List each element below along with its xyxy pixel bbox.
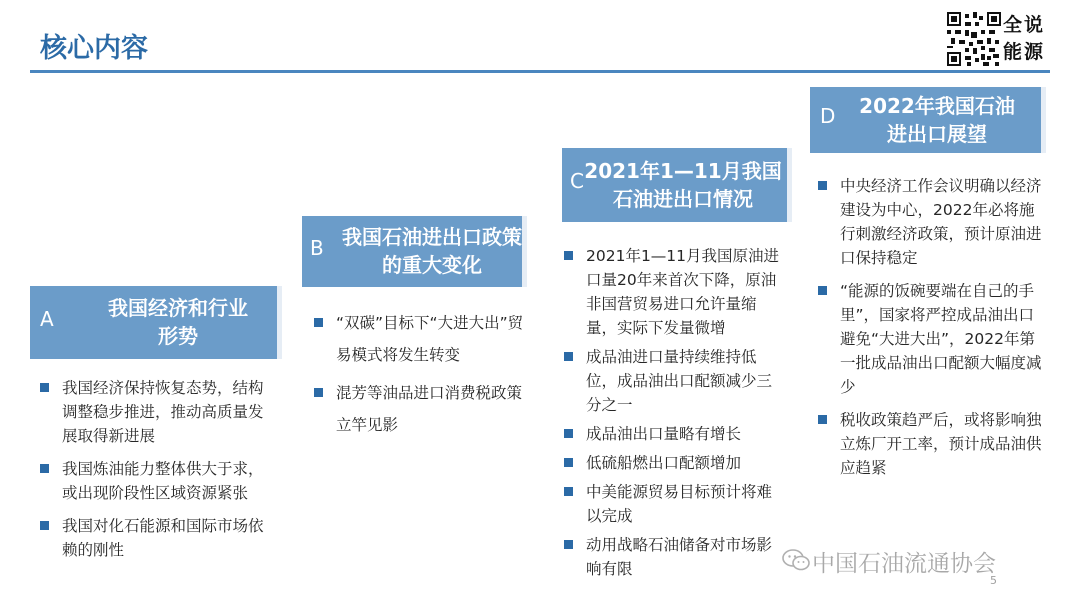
section-d-title: 2022年我国石油进出口展望 xyxy=(859,94,1015,146)
section-b-header xyxy=(302,216,527,287)
page-title: 核心内容 xyxy=(40,33,148,64)
page-number: 5 xyxy=(990,574,997,587)
list-item: 成品油进口量持续维持低位，成品油出口配额减少三分之一 xyxy=(564,345,786,417)
list-item: 成品油出口量略有增长 xyxy=(564,422,786,446)
section-d-letter: D xyxy=(820,104,836,128)
section-c-list xyxy=(564,244,786,586)
list-item: 我国炼油能力整体供大于求，或出现阶段性区域资源紧张 xyxy=(40,457,275,505)
title-divider xyxy=(30,70,1050,73)
section-b-edge xyxy=(522,216,527,287)
section-b-title: 我国石油进出口政策的重大变化 xyxy=(342,225,522,277)
list-item: 中央经济工作会议明确以经济建设为中心，2022年必将施行刺激经济政策，预计原油进口保持稳定 xyxy=(818,174,1046,270)
section-b-letter: B xyxy=(310,236,324,260)
list-item: “能源的饭碗要端在自己的手里”，国家将严控成品油出口避免“大进大出”，2022年第一批成品油出口配额大幅度减少 xyxy=(818,279,1046,399)
section-c-header xyxy=(562,148,792,222)
section-a-title: 我国经济和行业形势 xyxy=(108,296,248,348)
section-c-edge xyxy=(787,148,792,222)
section-a-edge xyxy=(277,286,282,359)
watermark-text: 中国石油流通协会 xyxy=(812,551,996,577)
section-a-list xyxy=(40,376,275,571)
list-item: 我国经济保持恢复态势，结构调整稳步推进，推动高质量发展取得新进展 xyxy=(40,376,275,448)
logo xyxy=(947,12,1047,68)
list-item: “双碳”目标下“大进大出”贸易模式将发生转变 xyxy=(314,307,532,371)
section-c-letter: C xyxy=(570,169,584,193)
list-item: 税收政策趋严后，或将影响独立炼厂开工率，预计成品油供应趋紧 xyxy=(818,408,1046,480)
section-d-edge xyxy=(1041,87,1046,153)
wechat-icon xyxy=(782,548,810,572)
qr-code-icon xyxy=(947,12,1001,66)
list-item: 2021年1—11月我国原油进口量20年来首次下降，原油非国营贸易进口允许量缩量，实际下发量微增 xyxy=(564,244,786,340)
section-a-letter: A xyxy=(40,307,54,331)
section-b-list xyxy=(314,307,532,447)
section-d-header xyxy=(810,87,1046,153)
section-c-title: 2021年1—11月我国石油进出口情况 xyxy=(584,159,782,211)
list-item: 低硫船燃出口配额增加 xyxy=(564,451,786,475)
list-item: 我国对化石能源和国际市场依赖的刚性 xyxy=(40,514,275,562)
logo-text: 全说能源 xyxy=(1003,14,1046,63)
list-item: 动用战略石油储备对市场影响有限 xyxy=(564,533,786,581)
list-item: 混芳等油品进口消费税政策立竿见影 xyxy=(314,377,532,441)
section-d-list xyxy=(818,174,1046,489)
section-a-header xyxy=(30,286,282,359)
list-item: 中美能源贸易目标预计将难以完成 xyxy=(564,480,786,528)
